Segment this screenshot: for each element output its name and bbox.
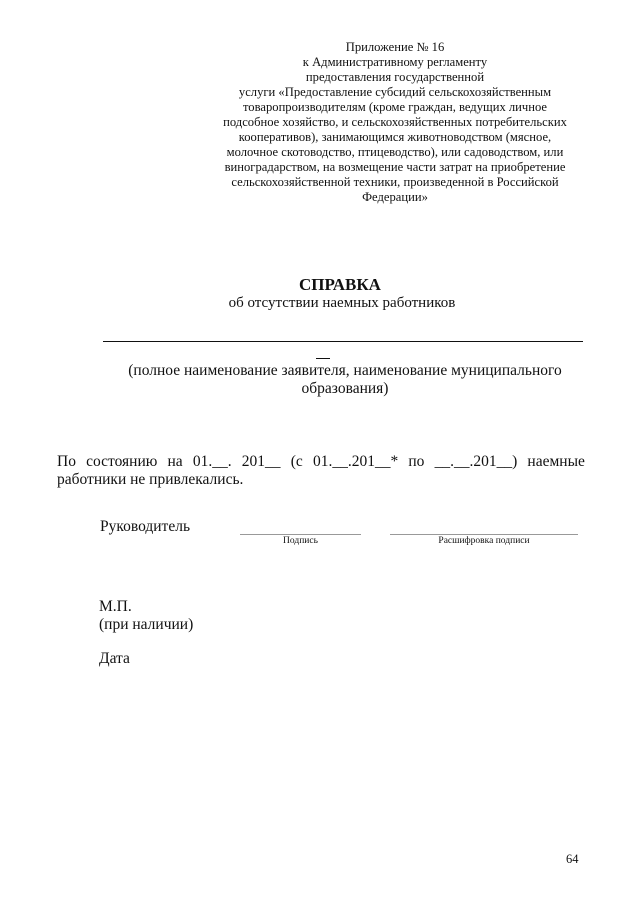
statement-word: __.__.201__) xyxy=(434,453,518,470)
annex-line: молочное скотоводство, птицеводство), или садоводством, или xyxy=(226,145,564,159)
signature-caption: Подпись xyxy=(283,536,318,546)
annex-line: услуги «Предоставление субсидий сельскохозяйственным xyxy=(238,85,552,99)
annex-line: виноградарством, на возмещение части затрат на приобретение xyxy=(224,160,566,174)
annex-line: предоставления государственной xyxy=(305,70,485,84)
statement-word: 201__ xyxy=(241,453,281,470)
statement-word: наемные xyxy=(527,453,585,470)
statement-word: по xyxy=(408,453,425,470)
stamp-label: М.П. xyxy=(99,598,132,615)
annex-line: подсобное хозяйство, и сельскохозяйственных потребительских xyxy=(223,115,567,129)
applicant-name-line xyxy=(103,341,583,342)
annex-line: Федерации» xyxy=(362,190,428,204)
manager-label: Руководитель xyxy=(100,518,191,535)
applicant-caption-line: (полное наименование заявителя, наименование муниципального xyxy=(128,362,562,379)
statement-word: на xyxy=(167,453,183,470)
statement-word: По xyxy=(57,453,76,470)
date-label: Дата xyxy=(99,650,130,667)
annex-line: сельскохозяйственной техники, произведенной в Российской xyxy=(231,175,559,189)
annex-header xyxy=(215,40,575,205)
annex-line: к Административному регламенту xyxy=(302,55,488,69)
applicant-name-line-continuation xyxy=(316,358,330,359)
statement-word: (с xyxy=(290,453,303,470)
document-title: СПРАВКА xyxy=(299,275,381,294)
document-subtitle: об отсутствии наемных работников xyxy=(228,295,456,311)
statement-word: состоянию xyxy=(86,453,158,470)
signature-decode-caption: Расшифровка подписи xyxy=(438,536,530,546)
statement-word: 01.__. xyxy=(192,453,232,470)
applicant-caption xyxy=(100,362,590,398)
signature-decode-line xyxy=(390,534,578,535)
statement-paragraph xyxy=(57,453,585,489)
annex-line: кооперативов), занимающимся животноводством (мясное, xyxy=(238,130,552,144)
signature-line xyxy=(240,534,361,535)
statement-word: 01.__.201__* xyxy=(312,453,399,470)
statement-line-2: работники не привлекались. xyxy=(57,471,244,488)
annex-line: товаропроизводителям (кроме граждан, ведущих личное xyxy=(242,100,548,114)
applicant-caption-line: образования) xyxy=(301,380,389,397)
annex-line: Приложение № 16 xyxy=(345,40,445,54)
statement-line-1 xyxy=(57,453,585,471)
page-number: 64 xyxy=(566,852,579,866)
stamp-note: (при наличии) xyxy=(99,616,194,633)
